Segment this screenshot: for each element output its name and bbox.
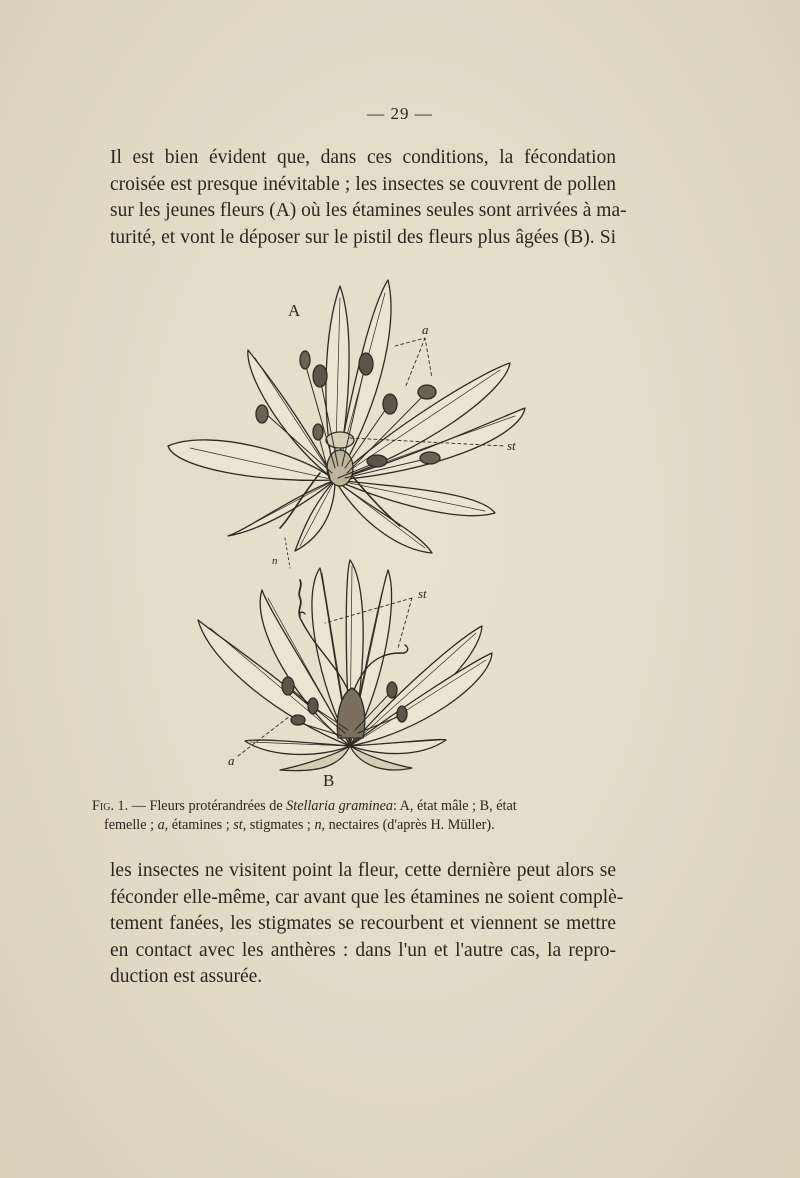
caption-dash: —	[131, 798, 146, 814]
caption-fig-label: Fig. 1.	[92, 798, 129, 814]
label-a-flower: A	[288, 301, 301, 320]
caption-line-1	[92, 797, 612, 816]
label-b-flower: B	[323, 771, 335, 790]
figure-caption	[92, 797, 612, 835]
caption-sym-st: st,	[233, 817, 247, 833]
label-a-stamens: a	[422, 322, 429, 337]
caption-stigmates: stigmates ;	[249, 817, 311, 833]
label-a-bottom: a	[228, 753, 235, 768]
caption-text-1: Fleurs protérandrées de	[149, 798, 283, 814]
paragraph-bottom	[110, 858, 624, 991]
page-number: — 29 —	[367, 104, 433, 123]
label-st-top: st	[507, 438, 516, 453]
caption-line-2	[92, 816, 612, 835]
caption-sym-n: n,	[314, 817, 326, 833]
label-st-bottom: st	[418, 586, 427, 601]
caption-sym-a: a,	[157, 817, 169, 833]
text-line: tement fanées, les stigmates se recourbent et viennent se mettre	[110, 913, 616, 934]
caption-species: Stellaria graminea	[286, 798, 393, 814]
caption-nectaires: nectaires (d'après H. Müller).	[328, 817, 495, 833]
caption-text-2: : A, état mâle ; B, état	[392, 798, 517, 814]
flower-illustration	[150, 268, 560, 790]
text-line: croisée est presque inévitable ; les insectes se couvrent de pollen	[110, 173, 616, 195]
text-line: Il est bien évident que, dans ces conditions, la fécondation	[110, 147, 616, 168]
text-line: turité, et vont le déposer sur le pistil des fleurs plus âgées (B). Si	[110, 226, 616, 248]
caption-femelle: femelle ;	[104, 817, 155, 833]
text-line: les insectes ne visitent point la fleur, cette dernière peut alors se	[110, 860, 616, 881]
flower-a	[168, 280, 525, 553]
text-line: sur les jeunes fleurs (A) où les étamines seules sont arrivées à ma-	[110, 200, 627, 221]
label-n-nectary: n	[272, 555, 278, 567]
text-line: en contact avec les anthères : dans l'un et l'autre cas, la repro-	[110, 939, 616, 961]
flower-b	[198, 538, 492, 771]
text-line: duction est assurée.	[110, 966, 263, 987]
paragraph-top	[110, 145, 627, 251]
caption-etamines: étamines ;	[171, 817, 230, 833]
text-line: féconder elle-même, car avant que les étamines ne soient complè-	[110, 886, 624, 908]
